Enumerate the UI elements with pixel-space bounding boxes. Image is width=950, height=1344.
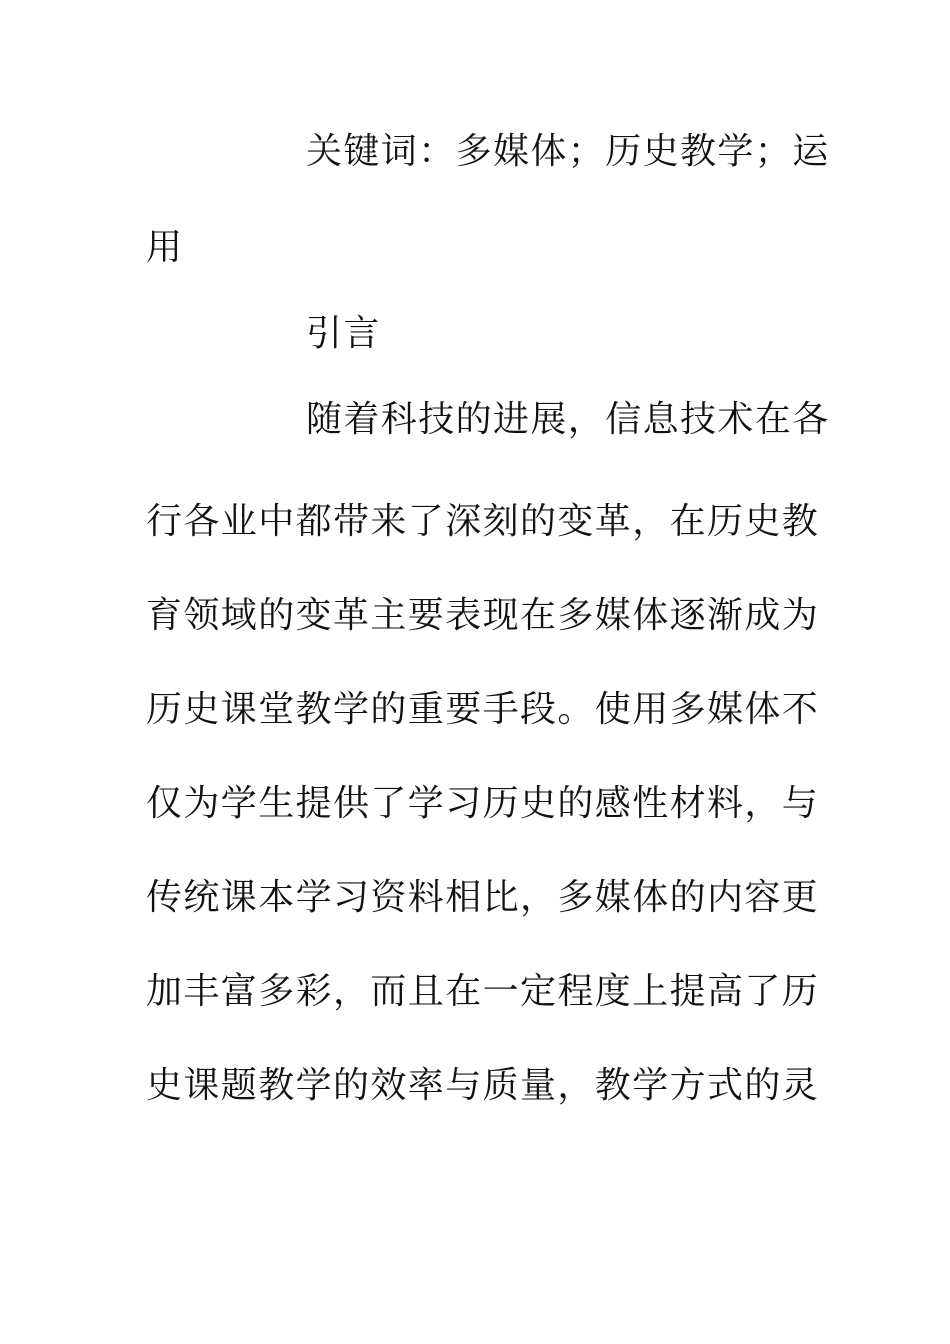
- paragraph-line-7: 加丰富多彩，而且在一定程度上提高了历: [146, 971, 820, 1012]
- paragraph-line-1: 随着科技的进展，信息技术在各: [306, 399, 830, 440]
- paragraph-line-3: 育领域的变革主要表现在多媒体逐渐成为: [146, 595, 820, 636]
- paragraph-line-8: 史课题教学的效率与质量，教学方式的灵: [146, 1065, 820, 1106]
- section-heading: 引言: [306, 313, 381, 354]
- paragraph-line-2: 行各业中都带来了深刻的变革，在历史教: [146, 501, 820, 542]
- keywords-line-2: 用: [146, 227, 184, 268]
- keywords-line-1: 关键词：多媒体；历史教学；运: [306, 131, 830, 172]
- paragraph-line-5: 仅为学生提供了学习历史的感性材料，与: [146, 783, 820, 824]
- paragraph-line-6: 传统课本学习资料相比，多媒体的内容更: [146, 877, 820, 918]
- paragraph-line-4: 历史课堂教学的重要手段。使用多媒体不: [146, 689, 820, 730]
